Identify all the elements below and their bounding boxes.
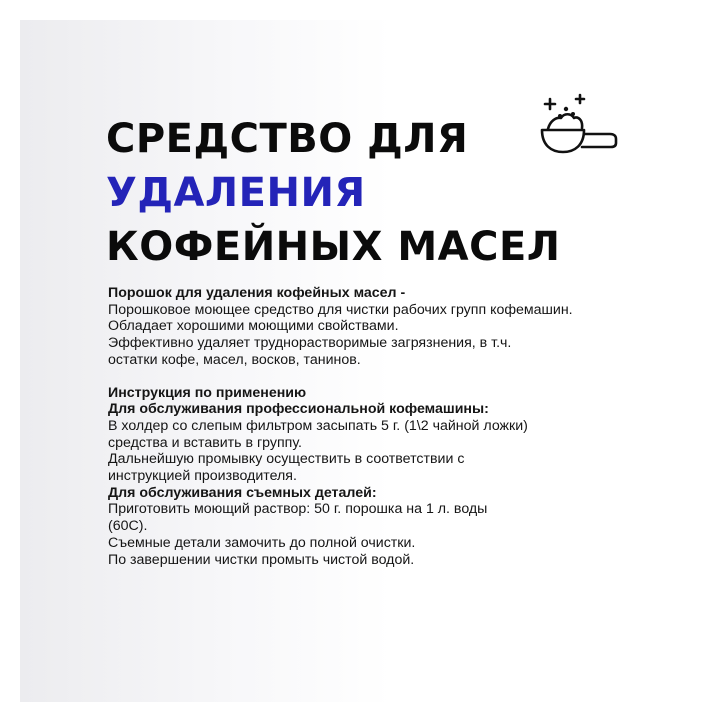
title-line-2-accent: УДАЛЕНИЯ (106, 170, 366, 216)
description-line: Эффективно удаляет труднорастворимые загрязнения, в т.ч. (108, 335, 512, 352)
description-line: Обладает хорошими моющими свойствами. (108, 318, 399, 335)
professional-line: Дальнейшую промывку осуществить в соответствии с (108, 451, 465, 468)
description-heading: Порошок для удаления кофейных масел - (108, 285, 406, 301)
title-line-1: СРЕДСТВО ДЛЯ (106, 116, 469, 162)
professional-heading: Для обслуживания профессиональной кофемашины: (108, 401, 489, 418)
removable-line: Приготовить моющий раствор: 50 г. порошка на 1 л. воды (108, 501, 488, 518)
removable-heading: Для обслуживания съемных деталей: (108, 484, 377, 501)
sparkle-right-icon (576, 95, 584, 103)
instructions-heading: Инструкция по применению (108, 384, 307, 401)
product-title (106, 112, 561, 274)
removable-line: (60С). (108, 518, 148, 535)
powder-scoop-icon (538, 93, 620, 163)
description-line: остатки кофе, масел, восков, танинов. (108, 351, 361, 368)
removable-line: Съемные детали замочить до полной очистки. (108, 534, 416, 551)
professional-line: инструкцией производителя. (108, 468, 297, 485)
section-spacer (108, 369, 648, 385)
title-line-3: КОФЕЙНЫХ МАСЕЛ (106, 224, 561, 270)
product-description (108, 285, 648, 568)
professional-line: средства и вставить в группу. (108, 434, 302, 451)
removable-line: По завершении чистки промыть чистой водой. (108, 551, 415, 568)
sparkle-left-icon (545, 99, 555, 109)
description-line: Порошковое моющее средство для чистки рабочих групп кофемашин. (108, 301, 573, 318)
professional-line: В холдер со слепым фильтром засыпать 5 г. (1\2 чайной ложки) (108, 417, 528, 434)
